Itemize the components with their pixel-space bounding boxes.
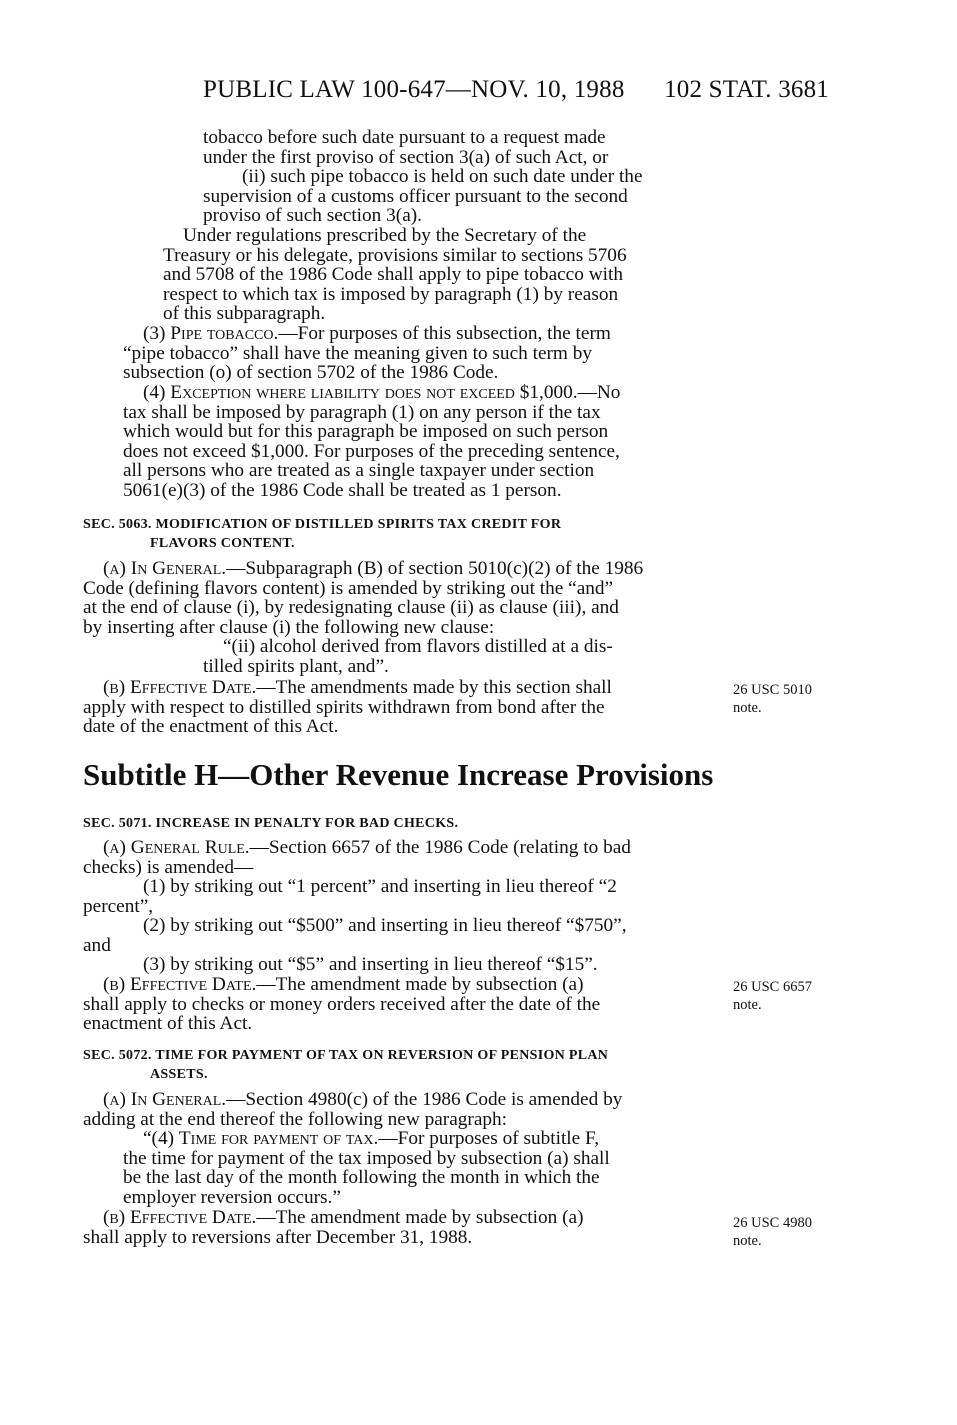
text-line: apply with respect to distilled spirits withdrawn from bond after the — [83, 696, 605, 718]
quoted-new-clause — [203, 637, 713, 676]
text-line: shall apply to reversions after December 31, 1988. — [83, 1226, 473, 1248]
paragraph-3-pipe-tobacco — [123, 324, 713, 383]
text-line: the time for payment of the tax imposed by subsection (a) shall — [123, 1147, 610, 1169]
text-line: “(ii) alcohol derived from flavors distilled at a dis- — [223, 636, 613, 657]
margin-note-line: note. — [733, 1233, 762, 1249]
subsection-heading: (a) General Rule. — [103, 837, 250, 858]
text-line: (3) by striking out “$5” and inserting in lieu thereof “$15”. — [143, 954, 598, 975]
subsection-heading: (a) In General. — [103, 1089, 227, 1110]
text-line: employer reversion occurs.” — [123, 1186, 341, 1208]
text-span: —The amendment made by subsection (a) — [256, 974, 584, 995]
margin-note-line: 26 USC 6657 — [733, 979, 812, 995]
text-line: Treasury or his delegate, provisions similar to sections 5706 — [163, 244, 627, 266]
section-heading-line: SEC. 5063. MODIFICATION OF DISTILLED SPIRITS TAX CREDIT FOR — [83, 517, 562, 532]
text-line: adding at the end thereof the following new paragraph: — [83, 1108, 508, 1130]
text-line: subsection (o) of section 5702 of the 1986 Code. — [123, 362, 499, 384]
text-line: tax shall be imposed by paragraph (1) on any person if the tax — [123, 401, 601, 423]
header-stat-page: 102 STAT. 3681 — [664, 76, 829, 103]
amendment-item-1 — [83, 877, 713, 916]
subsection-heading: (b) Effective Date. — [103, 677, 257, 698]
header-citation: PUBLIC LAW 100-647—NOV. 10, 1988 — [203, 76, 625, 103]
text-line: (1) by striking out “1 percent” and inserting in lieu thereof “2 — [143, 876, 617, 897]
text-line: tilled spirits plant, and”. — [203, 655, 389, 677]
text-line: (2) by striking out “$500” and inserting in lieu thereof “$750”, — [143, 915, 627, 936]
text-line: at the end of clause (i), by redesignating clause (ii) as clause (iii), and — [83, 597, 619, 619]
text-line: shall apply to checks or money orders received after the date of the — [83, 993, 601, 1015]
text-span: “(4) — [143, 1128, 179, 1149]
paragraph-heading: Time for payment of tax. — [178, 1128, 379, 1149]
amendment-item-3 — [83, 955, 713, 975]
paragraph-heading: (3) Pipe tobacco. — [143, 323, 279, 344]
text-span: —Section 4980(c) of the 1986 Code is amended by — [226, 1089, 623, 1110]
text-line: under the first proviso of section 3(a) of such Act, or — [203, 146, 609, 168]
section-heading-5071 — [83, 814, 713, 833]
text-line: does not exceed $1,000. For purposes of the preceding sentence, — [123, 440, 620, 462]
amendment-item-2 — [83, 916, 713, 955]
text-line: be the last day of the month following the month in which the — [123, 1167, 600, 1189]
text-line: checks) is amended— — [83, 856, 254, 878]
text-line: respect to which tax is imposed by paragraph (1) by reason — [163, 283, 619, 305]
text-line: supervision of a customs officer pursuant to the second — [203, 185, 628, 207]
text-line: Under regulations prescribed by the Secretary of the — [183, 225, 587, 246]
text-line: by inserting after clause (i) the following new clause: — [83, 616, 495, 638]
text-span: —The amendment made by subsection (a) — [256, 1207, 584, 1228]
text-line: and — [83, 934, 111, 956]
text-line: Code (defining flavors content) is amended by striking out the “and” — [83, 577, 614, 599]
section-5072-subsection-a — [83, 1090, 713, 1129]
margin-note-line: 26 USC 5010 — [733, 682, 812, 698]
section-heading-line: ASSETS. — [150, 1067, 208, 1082]
text-line: percent”, — [83, 895, 154, 917]
text-line: proviso of such section 3(a). — [203, 205, 423, 227]
text-span: —For purposes of this subsection, the term — [278, 323, 611, 344]
section-heading-5063 — [83, 515, 713, 553]
text-line: (ii) such pipe tobacco is held on such date under the — [242, 166, 643, 188]
text-line: enactment of this Act. — [83, 1013, 253, 1035]
paragraph-heading: (4) Exception where liability does not exceed $1,000. — [143, 382, 578, 403]
section-heading-5072 — [83, 1046, 713, 1084]
text-line: and 5708 of the 1986 Code shall apply to pipe tobacco with — [163, 264, 623, 286]
text-line: 5061(e)(3) of the 1986 Code shall be treated as 1 person. — [123, 479, 562, 501]
text-line: tobacco before such date pursuant to a request made — [203, 127, 606, 148]
section-heading-line: FLAVORS CONTENT. — [150, 536, 295, 551]
paragraph-4-exception — [123, 383, 713, 501]
subtitle-heading: Subtitle H—Other Revenue Increase Provisions — [83, 757, 714, 792]
subsection-heading: (a) In General. — [103, 558, 227, 579]
section-5071-subsection-b — [83, 975, 713, 1034]
text-span: —Section 6657 of the 1986 Code (relating to bad — [249, 837, 631, 858]
text-line: which would but for this paragraph be imposed on such person — [123, 421, 609, 443]
text-line: “pipe tobacco” shall have the meaning given to such term by — [123, 342, 593, 364]
text-line: date of the enactment of this Act. — [83, 716, 339, 738]
subsection-heading: (b) Effective Date. — [103, 974, 257, 995]
section-heading-line: SEC. 5072. TIME FOR PAYMENT OF TAX ON REVERSION OF PENSION PLAN — [83, 1048, 609, 1063]
text-span: —Subparagraph (B) of section 5010(c)(2) of the 1986 — [226, 558, 644, 579]
text-span: —The amendments made by this section shall — [256, 677, 612, 698]
margin-note-line: note. — [733, 700, 762, 716]
text-span: —No — [577, 382, 621, 403]
text-line: all persons who are treated as a single taxpayer under section — [123, 460, 595, 482]
margin-note-26-usc-4980 — [733, 1214, 843, 1250]
section-5072-subsection-b — [83, 1208, 713, 1247]
page-header — [203, 76, 829, 110]
margin-note-26-usc-5010 — [733, 681, 843, 717]
margin-note-line: 26 USC 4980 — [733, 1215, 812, 1231]
margin-note-line: note. — [733, 997, 762, 1013]
quoted-new-paragraph-4 — [123, 1129, 713, 1207]
section-5063-subsection-b — [83, 678, 713, 737]
section-5071-subsection-a — [83, 838, 713, 877]
paragraph-continued — [203, 128, 713, 226]
subsection-heading: (b) Effective Date. — [103, 1207, 257, 1228]
section-5063-subsection-a — [83, 559, 713, 637]
section-heading-line: SEC. 5071. INCREASE IN PENALTY FOR BAD CHECKS. — [83, 816, 459, 831]
paragraph-regulations — [163, 226, 713, 324]
text-line: of this subparagraph. — [163, 303, 326, 325]
text-span: —For purposes of subtitle F, — [378, 1128, 600, 1149]
margin-note-26-usc-6657 — [733, 978, 843, 1014]
